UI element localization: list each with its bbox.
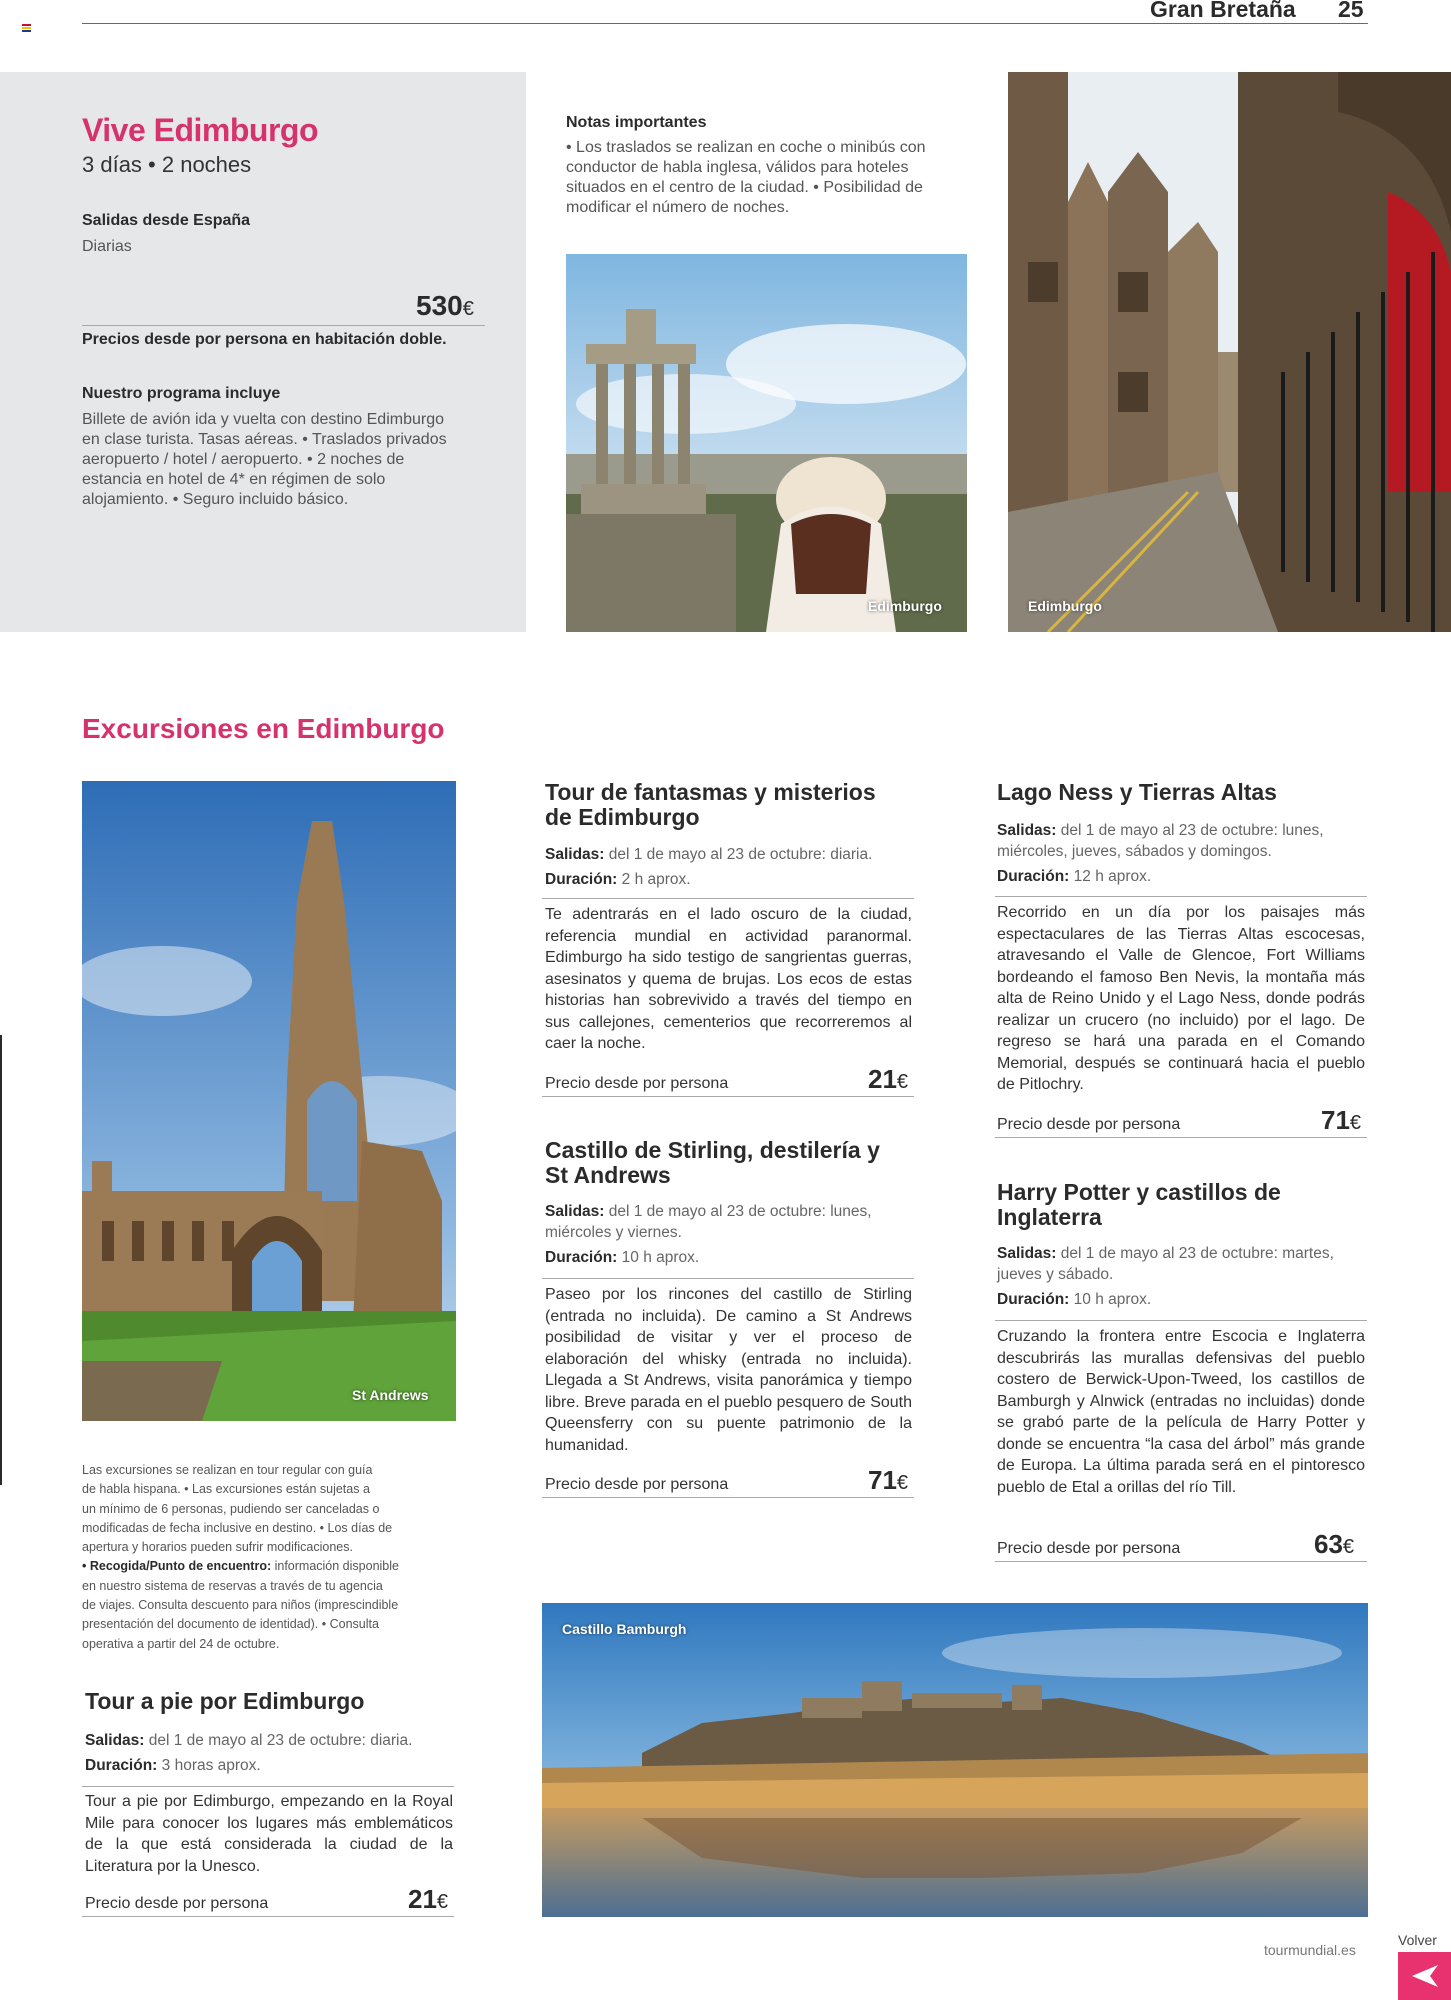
flag-icon bbox=[22, 24, 31, 31]
stirling-tour-price-label: Precio desde por persona bbox=[545, 1476, 729, 1493]
excursions-title: Excursiones en Edimburgo bbox=[82, 713, 445, 744]
package-price: 530€ bbox=[416, 290, 474, 321]
walk-tour-price-label: Precio desde por persona bbox=[85, 1895, 269, 1912]
stirling-tour-price: 71€ bbox=[868, 1465, 909, 1495]
ness-tour-price-rule bbox=[995, 1137, 1367, 1138]
ghost-tour-rule bbox=[542, 898, 914, 899]
notes-label: Notas importantes bbox=[566, 114, 707, 131]
photo-caption: Edimburgo bbox=[868, 598, 942, 614]
margin-mark bbox=[0, 1035, 2, 1485]
includes-label: Nuestro programa incluye bbox=[82, 385, 281, 402]
ghost-tour-price-label: Precio desde por persona bbox=[545, 1075, 729, 1092]
potter-tour-price: 63€ bbox=[1314, 1529, 1355, 1559]
package-duration: 3 días • 2 noches bbox=[82, 152, 252, 177]
ness-tour-price: 71€ bbox=[1321, 1105, 1362, 1135]
includes-text: Billete de avión ida y vuelta con destino Edimburgo en clase turista. Tasas aéreas. • Traslados privados aeropuerto / hotel / aeropuerto. • 2 noches de estancia en hotel de 4* en régimen de solo alojamiento. • Seguro incluido básico. bbox=[82, 411, 447, 508]
departures-label: Salidas desde España bbox=[82, 212, 251, 229]
potter-tour-body: Cruzando la frontera entre Escocia e Inglaterra descubrirás las murallas defensivas del pueblo costero de Berwick-Upon-Tweed, los castillos de Bamburgh y Alnwick (entradas no incluidas) donde se grabó parte de la película de Harry Potter y donde se encuentra “la casa del árbol” más grande de Europa. La última parada será en el pintoresco pueblo de Etal a orillas del río Till. bbox=[997, 1328, 1365, 1496]
stirling-tour-title: Castillo de Stirling, destilería y St Andrews bbox=[545, 1137, 880, 1188]
page-number: 25 bbox=[1338, 0, 1364, 22]
walk-tour-rule bbox=[82, 1786, 454, 1787]
ghost-tour-meta: Salidas: del 1 de mayo al 23 de octubre: diaria. Duración: 2 h aprox. bbox=[545, 846, 873, 888]
potter-tour-price-label: Precio desde por persona bbox=[997, 1540, 1181, 1557]
walk-tour-meta: Salidas: del 1 de mayo al 23 de octubre: diaria. Duración: 3 horas aprox. bbox=[85, 1732, 413, 1774]
stirling-tour-body: Paseo por los rincones del castillo de Stirling (entrada no incluida). De camino a St Andrews posibilidad de visitar y ver el proceso de elaboración del whisky (entrada no incluida). Llegada a St Andrews, visita panorámica y tiempo libre. Breve parada en el pueblo pesquero de South Queensferry con su puente patrimonio de la humanidad. bbox=[545, 1286, 912, 1454]
potter-tour-title: Harry Potter y castillos de Inglaterra bbox=[997, 1179, 1281, 1230]
header-rule bbox=[82, 23, 1368, 24]
photo-bamburgh bbox=[542, 1603, 1368, 1917]
ness-tour-rule bbox=[995, 896, 1367, 897]
arrow-left-icon bbox=[1410, 1963, 1440, 1989]
photo-edimburgo-monument bbox=[566, 254, 967, 632]
back-button[interactable] bbox=[1398, 1952, 1451, 2000]
footer-url[interactable]: tourmundial.es bbox=[1264, 1942, 1356, 1958]
photo-st-andrews bbox=[82, 781, 456, 1421]
package-panel bbox=[0, 72, 526, 632]
potter-tour-rule bbox=[995, 1320, 1367, 1321]
photo-caption: St Andrews bbox=[352, 1387, 429, 1403]
stirling-tour-rule bbox=[542, 1278, 914, 1279]
photo-edimburgo-street bbox=[1008, 72, 1451, 632]
ghost-tour-price: 21€ bbox=[868, 1064, 909, 1094]
excursions-general-note: Las excursiones se realizan en tour regular con guía de habla hispana. • Las excursiones están sujetas a un mínimo de 6 personas, pudiendo ser canceladas o modificadas de fecha inclusive en destino. • Los días de apertura y horarios pueden sufrir modificaciones. • Recogida/Punto de encuentro: información disponible en nuestro sistema de reservas a través de tu agencia de viajes. Consulta descuento para niños (imprescindible presentación del documento de identidad). • Consulta operativa a partir del 24 de octubre. bbox=[82, 1463, 399, 1651]
ness-tour-title: Lago Ness y Tierras Altas bbox=[997, 779, 1277, 805]
stirling-tour-price-rule bbox=[542, 1497, 914, 1498]
ghost-tour-price-rule bbox=[542, 1096, 914, 1097]
back-label: Volver bbox=[1398, 1932, 1437, 1948]
notes-text: • Los traslados se realizan en coche o minibús con conductor de habla inglesa, válidos para hoteles situados en el centro de la ciudad. • Posibilidad de modificar el número de noches. bbox=[566, 139, 926, 216]
ness-tour-price-label: Precio desde por persona bbox=[997, 1116, 1181, 1133]
ness-tour-meta: Salidas: del 1 de mayo al 23 de octubre: lunes, miércoles, jueves, sábados y domingos. Duración: 12 h aprox. bbox=[997, 822, 1324, 885]
walk-tour-body: Tour a pie por Edimburgo, empezando en la Royal Mile para conocer los lugares más emblemáticos de la que está considerada la ciudad de la Literatura por la Unesco. bbox=[85, 1793, 453, 1875]
ghost-tour-body: Te adentrarás en el lado oscuro de la ciudad, referencia mundial en actividad paranormal. Edimburgo ha sido testigo de sangrientas guerras, asesinatos y quema de brujas. Los ecos de estas historias han sobrevivido a través del tiempo en sus callejones, cementerios que recorreremos al caer la noche. bbox=[545, 906, 912, 1052]
price-rule bbox=[82, 325, 485, 326]
header-country: Gran Bretaña bbox=[1150, 0, 1296, 22]
potter-tour-meta: Salidas: del 1 de mayo al 23 de octubre: martes, jueves y sábado. Duración: 10 h aprox. bbox=[997, 1245, 1334, 1308]
walk-tour-price-rule bbox=[82, 1916, 454, 1917]
walk-tour-price: 21€ bbox=[408, 1884, 449, 1914]
price-note: Precios desde por persona en habitación doble. bbox=[82, 331, 447, 348]
photo-caption: Edimburgo bbox=[1028, 598, 1102, 614]
departures-value: Diarias bbox=[82, 238, 132, 255]
package-title: Vive Edimburgo bbox=[82, 112, 319, 148]
stirling-tour-meta: Salidas: del 1 de mayo al 23 de octubre: lunes, miércoles y viernes. Duración: 10 h aprox. bbox=[545, 1203, 872, 1266]
photo-caption: Castillo Bamburgh bbox=[562, 1621, 687, 1637]
walk-tour-title: Tour a pie por Edimburgo bbox=[85, 1688, 365, 1714]
potter-tour-price-rule bbox=[995, 1561, 1367, 1562]
ghost-tour-title: Tour de fantasmas y misterios de Edimburgo bbox=[545, 779, 876, 830]
ness-tour-body: Recorrido en un día por los paisajes más espectaculares de las Tierras Altas escocesas, atravesando el Valle de Glencoe, Fort Williams bordeando el famoso Ben Nevis, la montaña más alta de Reino Unido y el Lago Ness, donde podrás realizar un crucero (no incluido) por el lago. De regreso se hará una parada en el Comando Memorial, después se continuará hacia el pueblo de Pitlochry. bbox=[997, 904, 1365, 1093]
